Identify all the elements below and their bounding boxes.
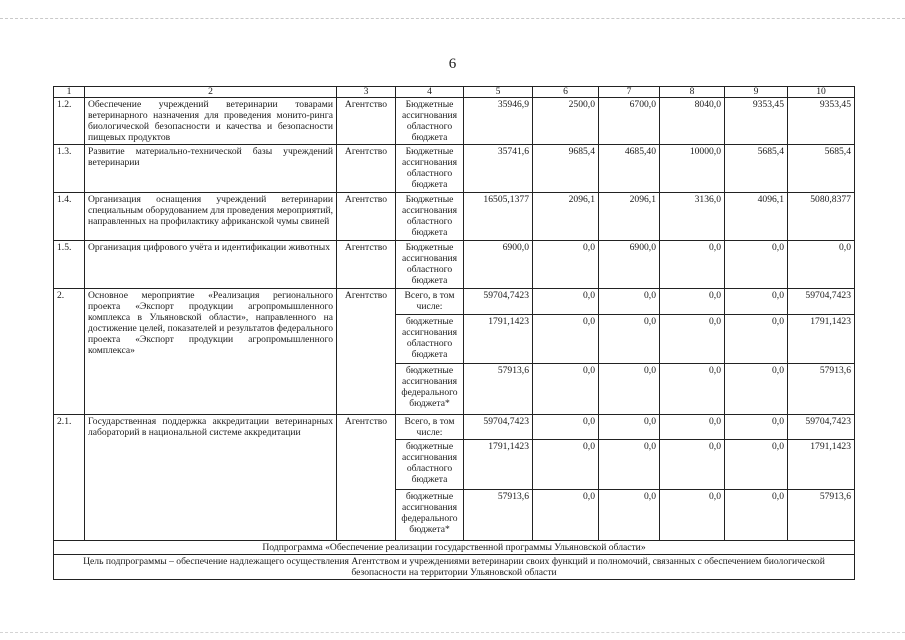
executor-cell: Агентство [337, 289, 396, 415]
value-cell: 0,0 [725, 289, 788, 315]
row-number: 1.4. [54, 193, 85, 241]
value-cell: 0,0 [599, 289, 660, 315]
funding-source: Бюджетные ассигнования областного бюджета [396, 241, 464, 289]
value-cell: 0,0 [788, 241, 855, 289]
funding-source: бюджетные ассигнования федерального бюджета* [396, 490, 464, 541]
value-cell: 0,0 [725, 241, 788, 289]
value-cell: 5685,4 [788, 145, 855, 193]
value-cell: 6900,0 [464, 241, 533, 289]
header-cell: 10 [788, 87, 855, 98]
value-cell: 0,0 [660, 490, 725, 541]
row-number: 1.2. [54, 98, 85, 145]
value-cell: 1791,1423 [788, 315, 855, 364]
value-cell: 2500,0 [533, 98, 599, 145]
header-row [54, 87, 855, 98]
funding-source: бюджетные ассигнования областного бюджета [396, 315, 464, 364]
value-cell: 0,0 [725, 440, 788, 490]
value-cell: 57913,6 [464, 490, 533, 541]
row-number: 1.5. [54, 241, 85, 289]
funding-source: Бюджетные ассигнования областного бюджета [396, 145, 464, 193]
activity-name: Обеспечение учреждений ветеринарии товарами ветеринарного назначения для проведения монито-ринга биологической безопасности и качества и безопасности пищевых продуктов [85, 98, 337, 145]
value-cell: 0,0 [660, 289, 725, 315]
value-cell: 6900,0 [599, 241, 660, 289]
table-row [54, 98, 855, 145]
value-cell: 1791,1423 [788, 440, 855, 490]
value-cell: 8040,0 [660, 98, 725, 145]
value-cell: 0,0 [725, 415, 788, 440]
activity-name: Основное мероприятие «Реализация регионального проекта «Экспорт продукции агропромышленного комплекса в Ульяновской области», направленного на достижение целей, показателей и результатов федерального проекта «Экспорт продукции агропромышленного комплекса» [85, 289, 337, 415]
header-cell: 8 [660, 87, 725, 98]
table-row [54, 241, 855, 289]
value-cell: 1791,1423 [464, 440, 533, 490]
value-cell: 0,0 [533, 315, 599, 364]
value-cell: 6700,0 [599, 98, 660, 145]
value-cell: 59704,7423 [464, 289, 533, 315]
activity-name: Государственная поддержка аккредитации ветеринарных лабораторий в национальной системе аккредитации [85, 415, 337, 541]
value-cell: 35946,9 [464, 98, 533, 145]
value-cell: 59704,7423 [788, 415, 855, 440]
value-cell: 0,0 [660, 415, 725, 440]
activity-name: Организация цифрового учёта и идентификации животных [85, 241, 337, 289]
header-cell: 5 [464, 87, 533, 98]
value-cell: 1791,1423 [464, 315, 533, 364]
value-cell: 35741,6 [464, 145, 533, 193]
value-cell: 59704,7423 [788, 289, 855, 315]
funding-source: бюджетные ассигнования областного бюджета [396, 440, 464, 490]
executor-cell: Агентство [337, 415, 396, 541]
value-cell: 0,0 [725, 315, 788, 364]
table-row [54, 193, 855, 241]
executor-cell: Агентство [337, 98, 396, 145]
row-number: 1.3. [54, 145, 85, 193]
bottom-dashed-line [0, 632, 905, 633]
value-cell: 9685,4 [533, 145, 599, 193]
value-cell: 0,0 [599, 440, 660, 490]
budget-table [53, 86, 855, 580]
page-number: 6 [448, 56, 457, 72]
value-cell: 57913,6 [788, 490, 855, 541]
value-cell: 3136,0 [660, 193, 725, 241]
table-row [54, 145, 855, 193]
header-cell: 6 [533, 87, 599, 98]
top-dashed-line [0, 18, 905, 19]
value-cell: 0,0 [660, 440, 725, 490]
value-cell: 57913,6 [788, 364, 855, 415]
value-cell: 4685,40 [599, 145, 660, 193]
value-cell: 2096,1 [533, 193, 599, 241]
value-cell: 10000,0 [660, 145, 725, 193]
funding-source: Бюджетные ассигнования областного бюджета [396, 98, 464, 145]
value-cell: 9353,45 [788, 98, 855, 145]
funding-source: Всего, в том числе: [396, 289, 464, 315]
value-cell: 0,0 [533, 415, 599, 440]
value-cell: 0,0 [599, 490, 660, 541]
value-cell: 0,0 [725, 364, 788, 415]
value-cell: 0,0 [533, 241, 599, 289]
value-cell: 16505,1377 [464, 193, 533, 241]
row-number: 2.1. [54, 415, 85, 541]
value-cell: 4096,1 [725, 193, 788, 241]
table-row [54, 289, 855, 315]
header-cell: 9 [725, 87, 788, 98]
value-cell: 0,0 [533, 289, 599, 315]
value-cell: 0,0 [725, 490, 788, 541]
executor-cell: Агентство [337, 193, 396, 241]
value-cell: 0,0 [599, 415, 660, 440]
value-cell: 0,0 [533, 490, 599, 541]
value-cell: 0,0 [660, 364, 725, 415]
value-cell: 0,0 [533, 364, 599, 415]
value-cell: 5080,8377 [788, 193, 855, 241]
activity-name: Организация оснащения учреждений ветеринарии специальным оборудованием для проведения мероприятий, направленных на профилактику африканской чумы свиней [85, 193, 337, 241]
value-cell: 2096,1 [599, 193, 660, 241]
value-cell: 0,0 [599, 364, 660, 415]
subprogram-title: Подпрограмма «Обеспечение реализации государственной программы Ульяновской области» [54, 541, 855, 555]
executor-cell: Агентство [337, 241, 396, 289]
funding-source: Всего, в том числе: [396, 415, 464, 440]
table-row [54, 415, 855, 440]
subprogram-goal-row [54, 555, 855, 580]
header-cell: 1 [54, 87, 85, 98]
value-cell: 5685,4 [725, 145, 788, 193]
value-cell: 57913,6 [464, 364, 533, 415]
row-number: 2. [54, 289, 85, 415]
value-cell: 0,0 [660, 315, 725, 364]
header-cell: 3 [337, 87, 396, 98]
header-cell: 2 [85, 87, 337, 98]
value-cell: 59704,7423 [464, 415, 533, 440]
subprogram-goal: Цель подпрограммы – обеспечение надлежащего осуществления Агентством и учреждениями ветеринарии своих функций и полномочий, связанных с обеспечением биологической безопасности на территории Ульяновской области [54, 555, 855, 580]
header-cell: 4 [396, 87, 464, 98]
value-cell: 0,0 [599, 315, 660, 364]
funding-source: бюджетные ассигнования федерального бюджета* [396, 364, 464, 415]
header-cell: 7 [599, 87, 660, 98]
value-cell: 0,0 [533, 440, 599, 490]
value-cell: 0,0 [660, 241, 725, 289]
subprogram-row [54, 541, 855, 555]
value-cell: 9353,45 [725, 98, 788, 145]
funding-source: Бюджетные ассигнования областного бюджета [396, 193, 464, 241]
executor-cell: Агентство [337, 145, 396, 193]
activity-name: Развитие материально-технической базы учреждений ветеринарии [85, 145, 337, 193]
